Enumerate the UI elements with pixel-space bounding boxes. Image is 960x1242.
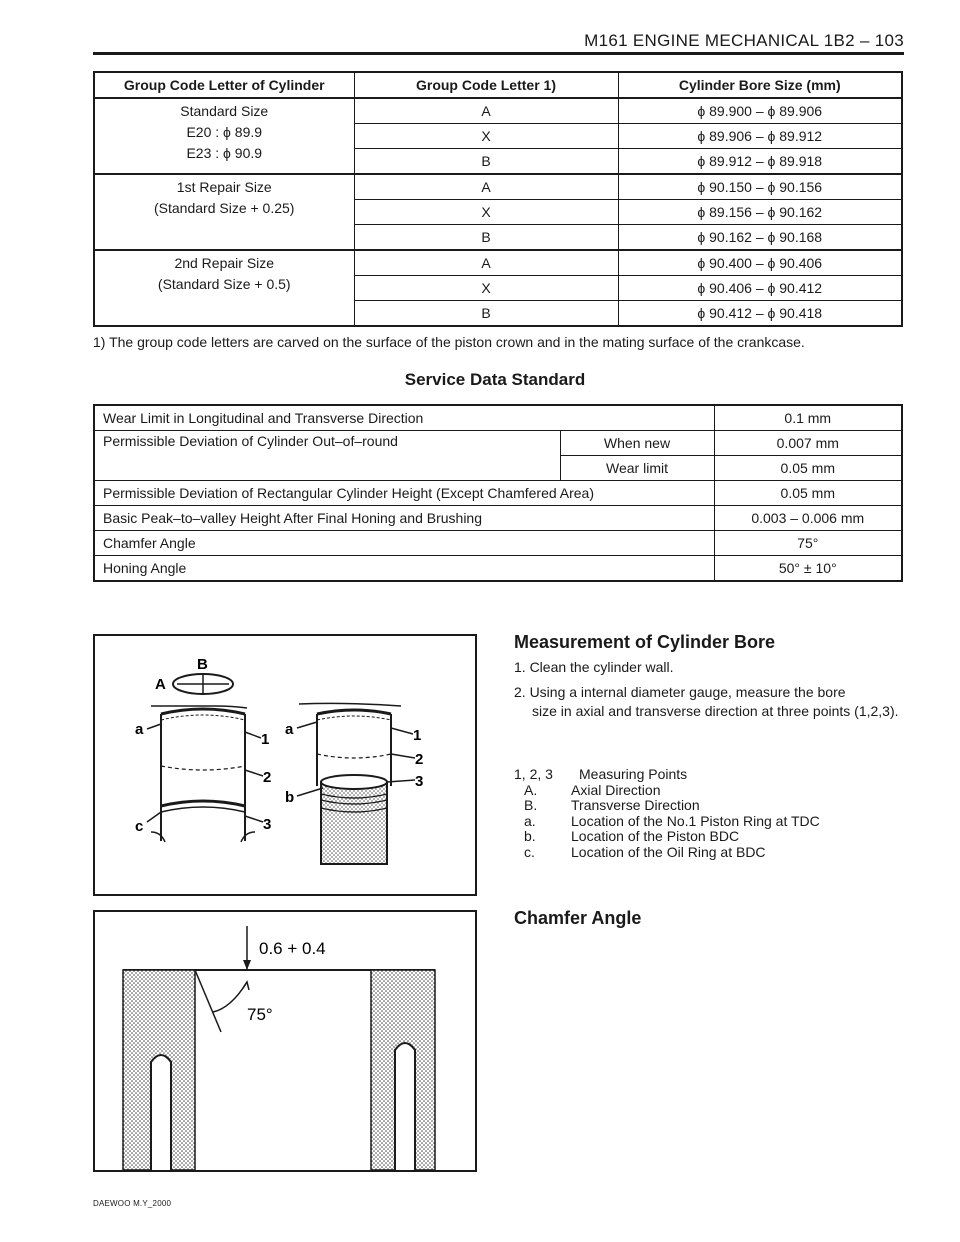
table-row: [94, 506, 902, 531]
service-value: 0.003 – 0.006 mm: [714, 506, 902, 531]
legend-key: 1, 2, 3: [514, 766, 553, 782]
label-2: 2: [263, 769, 272, 786]
table-header-row: [94, 72, 902, 98]
label-1: 1: [261, 731, 270, 748]
group-label-line: 2nd Repair Size: [174, 255, 275, 271]
service-label: Basic Peak–to–valley Height After Final Honing and Brushing: [94, 506, 714, 531]
legend-text: Transverse Direction: [571, 797, 700, 813]
page-header-title: M161 ENGINE MECHANICAL 1B2 – 103: [584, 31, 904, 50]
table-row: [94, 481, 902, 506]
label-B: B: [197, 656, 208, 673]
service-value: 75°: [714, 531, 902, 556]
legend-key: A.: [524, 781, 538, 798]
service-sub-label: When new: [560, 431, 714, 456]
legend-text: Location of the Piston BDC: [571, 828, 740, 844]
service-sub-label: Wear limit: [560, 456, 714, 481]
table-row: [94, 98, 902, 124]
header-rule: [93, 52, 904, 55]
group-label-line: E20 : ϕ 89.9: [186, 124, 263, 140]
bore-size: ϕ 89.156 – ϕ 90.162: [618, 200, 902, 225]
step-2-line-2: size in axial and transverse direction at three points (1,2,3).: [532, 703, 899, 719]
measurement-heading: Measurement of Cylinder Bore: [514, 632, 776, 652]
service-label: Honing Angle: [94, 556, 714, 582]
service-data-heading: Service Data Standard: [404, 370, 586, 389]
group-label-line: E23 : ϕ 90.9: [186, 145, 263, 161]
service-label: Chamfer Angle: [94, 531, 714, 556]
group-letter: A: [354, 250, 618, 276]
service-value: 0.05 mm: [714, 456, 902, 481]
label-b: b: [285, 789, 295, 806]
label-3: 3: [263, 816, 272, 833]
bore-size: ϕ 90.400 – ϕ 90.406: [618, 250, 902, 276]
measurement-legend: [514, 767, 820, 860]
service-value: 0.1 mm: [714, 405, 902, 431]
group-label-standard: [94, 98, 354, 174]
group-letter: B: [354, 149, 618, 175]
chamfer-dimension-label: 0.6 + 0.4: [259, 939, 326, 958]
step-1: 1. Clean the cylinder wall.: [514, 659, 674, 675]
group-letter: A: [354, 174, 618, 200]
legend-key: b.: [524, 828, 536, 844]
group-letter: A: [354, 98, 618, 124]
legend-text: Measuring Points: [579, 766, 688, 782]
chamfer-angle-figure: [93, 910, 477, 1172]
legend-key: B.: [524, 797, 538, 813]
legend-item: [514, 783, 820, 799]
legend-item: [514, 829, 820, 845]
group-label-line: (Standard Size + 0.25): [154, 200, 295, 216]
cylinder-bore-diagram: [95, 636, 475, 894]
service-label: Permissible Deviation of Rectangular Cylinder Height (Except Chamfered Area): [94, 481, 714, 506]
table-row: [94, 174, 902, 200]
group-label-line: 1st Repair Size: [176, 179, 272, 195]
legend-key: a.: [524, 812, 536, 829]
table-row: [94, 250, 902, 276]
cylinder-bore-figure: [93, 634, 477, 896]
cylinder-bore-size-table: [93, 71, 903, 327]
label-2-right: 2: [415, 751, 424, 768]
group-label-1st-repair: [94, 174, 354, 250]
legend-text: Location of the Oil Ring at BDC: [571, 843, 766, 860]
label-a-right: a: [285, 721, 294, 738]
label-1-right: 1: [413, 727, 422, 744]
bore-size: ϕ 90.406 – ϕ 90.412: [618, 276, 902, 301]
legend-item: [514, 845, 820, 861]
column-header: Group Code Letter of Cylinder: [94, 72, 354, 98]
step-2-line-1: 2. Using a internal diameter gauge, measure the bore: [514, 684, 846, 700]
label-a: a: [135, 721, 144, 738]
group-label-line: Standard Size: [180, 103, 269, 119]
label-A: A: [155, 676, 166, 693]
legend-text: Location of the No.1 Piston Ring at TDC: [571, 812, 820, 829]
chamfer-angle-label: 75°: [247, 1005, 273, 1024]
legend-item: [514, 814, 820, 830]
service-value: 50° ± 10°: [714, 556, 902, 582]
legend-item: [514, 767, 820, 783]
bore-size: ϕ 90.412 – ϕ 90.418: [618, 301, 902, 327]
chamfer-heading: Chamfer Angle: [514, 908, 642, 928]
service-value: 0.05 mm: [714, 481, 902, 506]
group-letter: B: [354, 225, 618, 251]
bore-size: ϕ 90.150 – ϕ 90.156: [618, 174, 902, 200]
piston-shape: [321, 782, 387, 864]
service-data-table: [93, 404, 903, 582]
group-letter: X: [354, 276, 618, 301]
table-row: [94, 405, 902, 431]
table-row: [94, 431, 902, 456]
footer-code: DAEWOO M.Y_2000: [93, 1199, 172, 1208]
chamfer-angle-diagram: [95, 912, 475, 1170]
table-row: [94, 531, 902, 556]
table-row: [94, 556, 902, 582]
bore-size: ϕ 89.906 – ϕ 89.912: [618, 124, 902, 149]
column-header: Cylinder Bore Size (mm): [618, 72, 902, 98]
group-letter: X: [354, 124, 618, 149]
group-label-2nd-repair: [94, 250, 354, 326]
table-footnote: 1) The group code letters are carved on the surface of the piston crown and in the mating surface of the crankcase.: [93, 334, 805, 350]
step-2: [514, 683, 902, 721]
group-label-line: (Standard Size + 0.5): [157, 276, 291, 292]
bore-size: ϕ 89.900 – ϕ 89.906: [618, 98, 902, 124]
group-letter: B: [354, 301, 618, 327]
service-label: Wear Limit in Longitudinal and Transverse Direction: [94, 405, 714, 431]
column-header: Group Code Letter 1): [354, 72, 618, 98]
group-letter: X: [354, 200, 618, 225]
bore-size: ϕ 89.912 – ϕ 89.918: [618, 149, 902, 175]
label-3-right: 3: [415, 773, 424, 790]
legend-key: c.: [524, 843, 535, 860]
legend-item: [514, 798, 820, 814]
service-value: 0.007 mm: [714, 431, 902, 456]
bore-size: ϕ 90.162 – ϕ 90.168: [618, 225, 902, 251]
legend-text: Axial Direction: [571, 781, 661, 798]
service-label: Permissible Deviation of Cylinder Out–of–round: [94, 431, 560, 481]
label-c: c: [135, 818, 144, 835]
